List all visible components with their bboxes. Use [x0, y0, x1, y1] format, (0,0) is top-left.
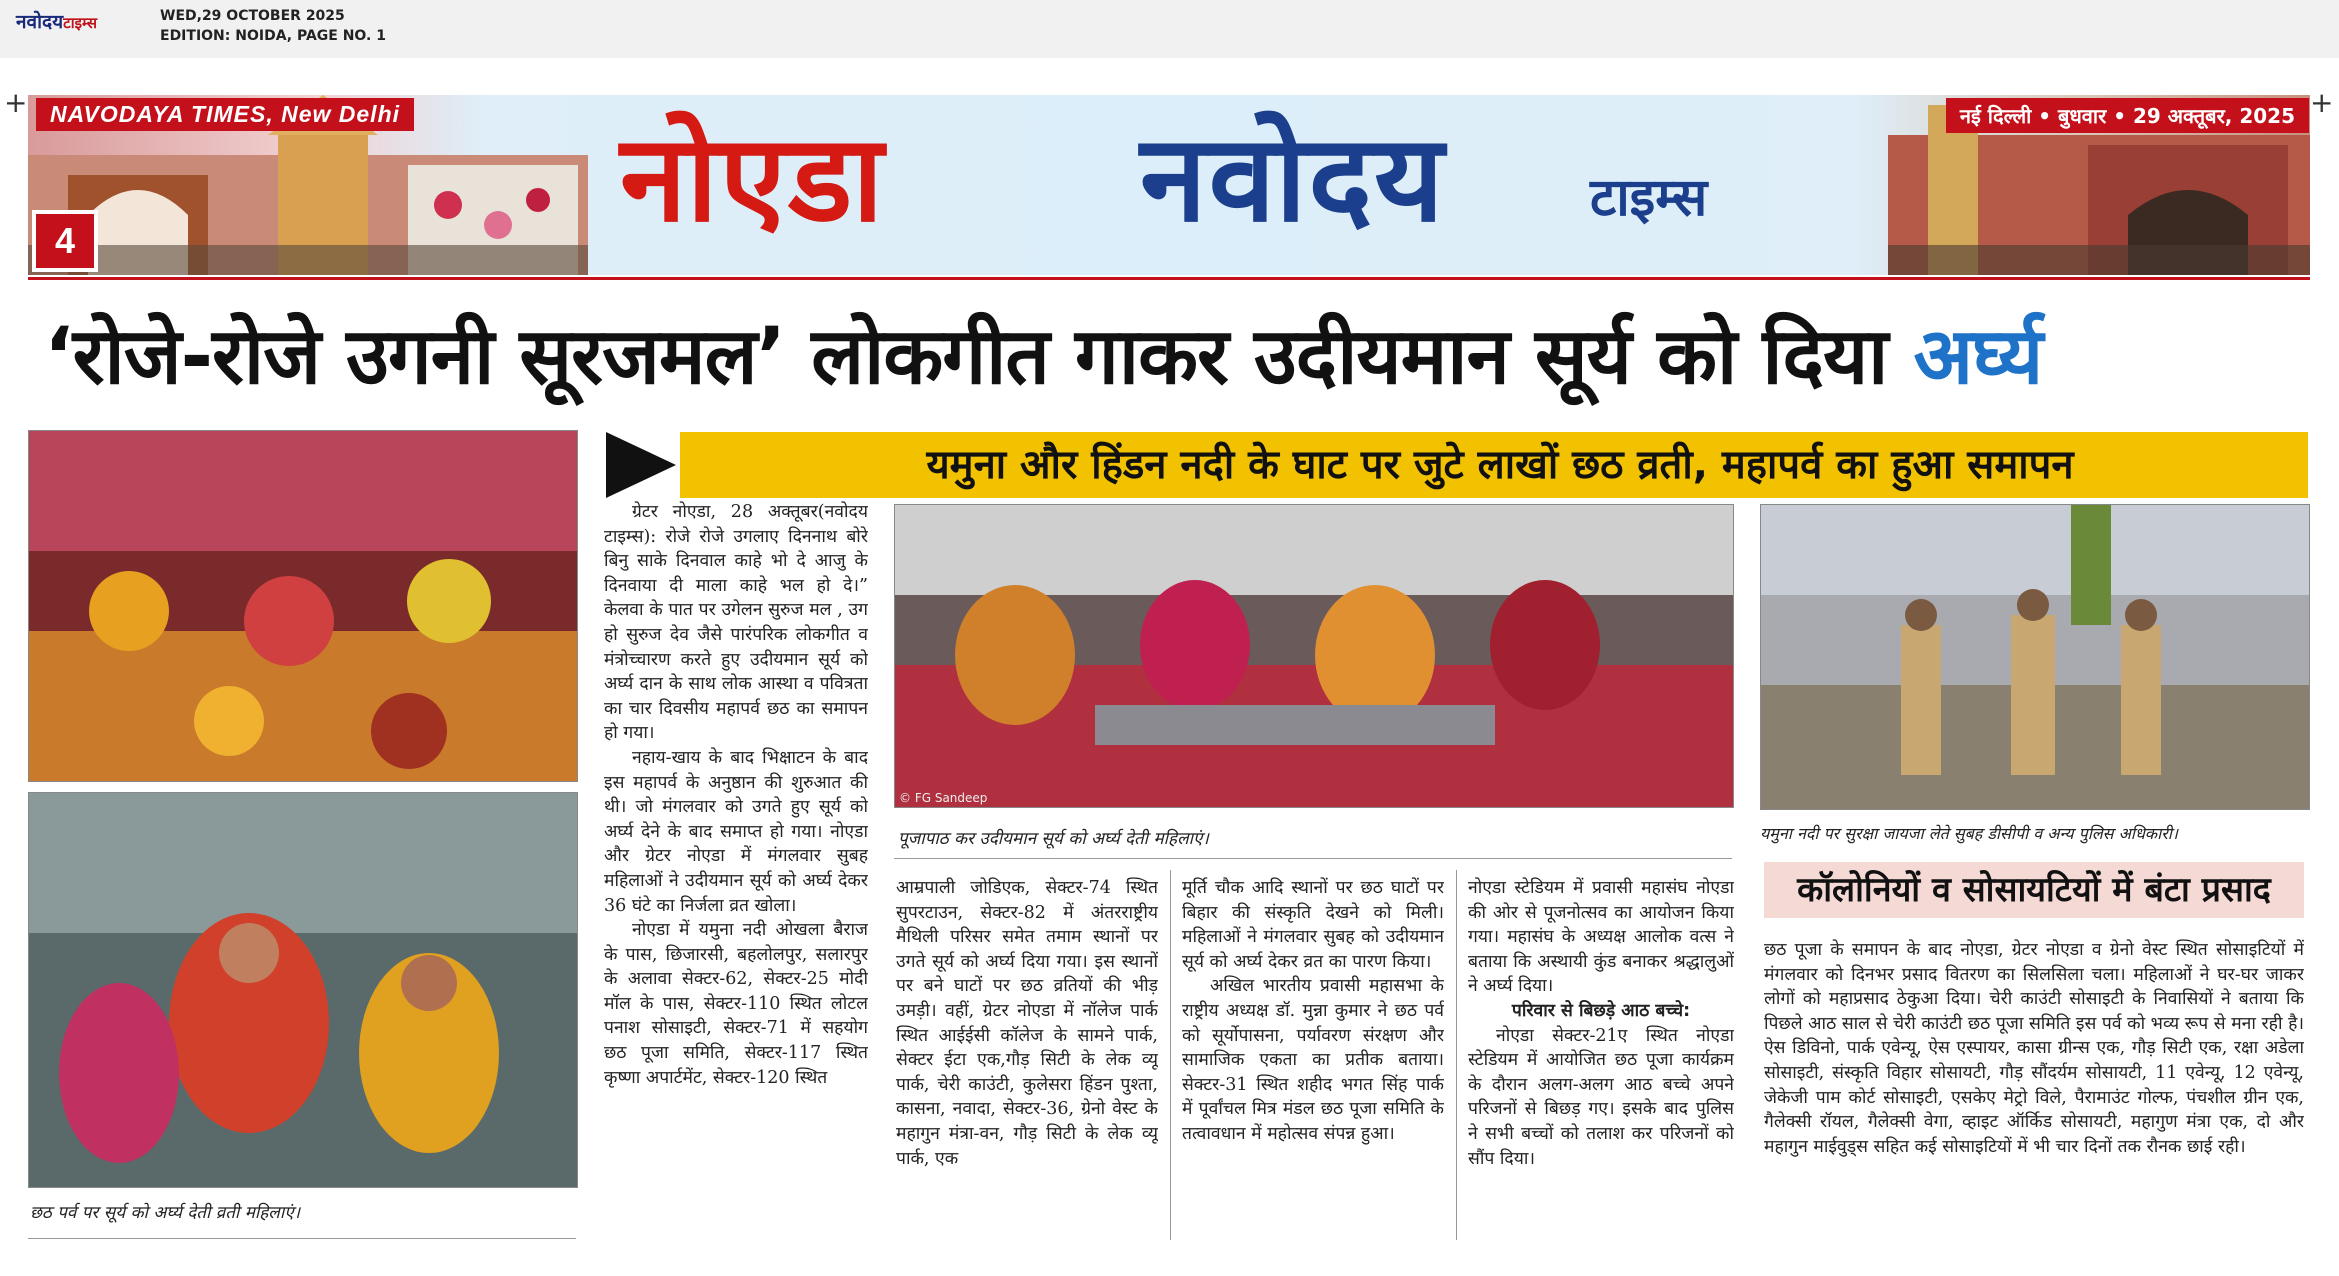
- col3-paragraph-2: अखिल भारतीय प्रवासी महासभा के राष्ट्रीय अध्यक्ष डॉ. मुन्ना कुमार ने छठ पर्व को सूर्योपासना, पर्यावरण संरक्षण और सामाजिक एकता का प्रतीक बताया। सेक्टर-31 स्थित शहीद भगत सिंह पार्क में पूर्वांचल मित्र मंडल छठ पूजा समिति के तत्वावधान में महोत्सव संपन्न हुआ।: [1182, 976, 1444, 1144]
- photo-left-bottom-image: [29, 793, 577, 1187]
- col4-paragraph-1: नोएडा स्टेडियम में प्रवासी महासंघ नोएडा की ओर से पूजनोत्सव का आयोजन किया गया। महासंघ के अध्यक्ष आलोक वत्स ने बताया कि अस्थायी कुंड बनाकर श्रद्धालुओं ने अर्घ्य दिया।: [1468, 878, 1734, 997]
- paper-date-label: नई दिल्ली • बुधवार • 29 अक्तूबर, 2025: [1946, 98, 2309, 133]
- col4-paragraph-2: नोएडा सेक्टर-21ए स्थित नोएडा स्टेडियम में आयोजित छठ पूजा कार्यक्रम के दौरान अलग-अलग आठ बच्चे अपने परिजनों से बिछड़ गए। इसके बाद पुलिस ने सभी बच्चों को तलाश कर परिजनों को सौंप दिया।: [1468, 1025, 1734, 1169]
- photo-police-right: [1760, 504, 2310, 810]
- column-divider-3: [1456, 870, 1457, 1240]
- crop-mark-right: +: [2310, 86, 2334, 119]
- side-story-paragraph: छठ पूजा के समापन के बाद नोएडा, ग्रेटर नोएडा व ग्रेनो वेस्ट स्थित सोसाइटियों में मंगलवार को दिनभर प्रसाद वितरण का सिलसिला चला। महिलाओं ने घर-घर जाकर लोगों को महाप्रसाद ठेकुआ दिया। चेरी काउंटी सोसाइटी के निवासियों ने बताया कि पिछले आठ साल से चेरी काउंटी छठ पूजा समिति इस पर्व को भव्य रूप से मना रही है। ऐस डिविनो, पार्क एवेन्यू, ऐस एस्पायर, कासा ग्रीन्स एक, गौड़ सिटी एक, रक्षा अडेला सोसाइटी, संस्कृति विहार सोसायटी, गौड़ सौंदर्यम सोसायटी, 11 एवेन्यू, 12 एवेन्यू, जेकेजी पाम कोर्ट सोसाइटी, एसकेए मेट्रो विले, पैरामाउंट गोल्फ, पंचशील ग्रीन एक, गैलेक्सी रॉयल, गैलेक्सी वेगा, व्हाइट ऑर्किड सोसायटी, महागुण मंत्रा एक, दो और महागुन माईवुड्स सहित कई सोसाइटियों में भी चार दिनों तक रौनक छाई रही।: [1764, 940, 2304, 1157]
- masthead-title-noida: नोएडा: [620, 110, 886, 249]
- paper-label: NAVODAYA TIMES, New Delhi: [36, 98, 414, 131]
- caption-right: यमुना नदी पर सुरक्षा जायजा लेते सुबह डीसीपी व अन्य पुलिस अधिकारी।: [1760, 824, 2178, 843]
- masthead-title-navodaya: नवोदय: [1140, 110, 1446, 249]
- rule-center: [894, 858, 1732, 859]
- col1-paragraph-3: नोएडा में यमुना नदी ओखला बैराज के पास, छिजारसी, बहलोलपुर, सलारपुर के अलावा सेक्टर-62, सेक्टर-25 मोदी मॉल के पास, सेक्टर-110 स्थित लोटल पनाश सोसाइटी, सेक्टर-71 में सहयोग छठ पूजा समिति, सेक्टर-117 स्थित कृष्णा अपार्टमेंट, सेक्टर-120 स्थित: [604, 920, 868, 1088]
- col3-paragraph-1: मूर्ति चौक आदि स्थानों पर छठ घाटों पर बिहार की संस्कृति देखने को मिली। महिलाओं ने मंगलवार सुबह को उदीयमान सूर्य को अर्घ्य देकर व्रत का पारण किया।: [1182, 878, 1444, 972]
- small-logo: [16, 8, 97, 34]
- subhead-text: यमुना और हिंडन नदी के घाट पर जुटे लाखों छठ व्रती, महापर्व का हुआ समापन: [926, 442, 2074, 488]
- article-column-1: [604, 500, 868, 1252]
- page-number-badge: 4: [32, 210, 98, 272]
- article-column-4: [1468, 876, 1734, 1252]
- photo-right-image: [1761, 505, 2309, 809]
- small-logo-main: नवोदय: [16, 11, 64, 33]
- photo-center-image: [895, 505, 1733, 807]
- caption-center: पूजापाठ कर उदीयमान सूर्य को अर्घ्य देती महिलाएं।: [898, 829, 1209, 849]
- masthead-title-times: टाइम्स: [1590, 168, 1708, 228]
- headline-highlight: अर्घ्य: [1913, 312, 2043, 402]
- photo-women-offering-left-top: [28, 430, 578, 782]
- small-logo-suffix: टाइम्स: [63, 14, 97, 32]
- col4-subhead-wrap: [1468, 999, 1734, 1024]
- rule-left-bottom: [28, 1238, 576, 1239]
- edition-date: WED,29 OCTOBER 2025: [160, 8, 345, 24]
- caption-left-bottom: छठ पर्व पर सूर्य को अर्घ्य देती व्रती महिलाएं।: [30, 1203, 301, 1223]
- side-story-body: [1764, 938, 2304, 1248]
- col1-paragraph-2: नहाय-खाय के बाद भिक्षाटन के बाद इस महापर्व के अनुष्ठान की शुरुआत की थी। जो मंगलवार को उगते हुए सूर्य को अर्घ्य देने के बाद समाप्त हो गया। नोएडा और ग्रेटर नोएडा में मंगलवार सुबह महिलाओं ने उदीयमान सूर्य को अर्घ्य देकर 36 घंटे का निर्जला व्रत खोला।: [604, 747, 868, 916]
- article-column-3: [1182, 876, 1444, 1252]
- subhead-arrow-shape: [606, 432, 676, 498]
- photo-women-offering-left-bottom: [28, 792, 578, 1188]
- article-column-2: [896, 876, 1158, 1252]
- photo-left-top-image: [29, 431, 577, 781]
- crop-mark-left: +: [4, 86, 28, 119]
- column-divider-2: [1170, 870, 1171, 1240]
- col2-paragraph: आम्रपाली जोडिएक, सेक्टर-74 स्थित सुपरटाउन, सेक्टर-82 में अंतरराष्ट्रीय मैथिली परिसर समेत तमाम स्थानों पर उगते सूर्य को अर्घ्य दिया गया। इस स्थानों पर बने घाटों पर छठ व्रतियों की भीड़ उमड़ी। वहीं, ग्रेटर नोएडा में नॉलेज पार्क स्थित आईईसी कॉलेज के सामने पार्क, सेक्टर ईटा एक,गौड़ सिटी के लेक व्यू पार्क, चेरी काउंटी, कुलेसरा हिंडन पुश्ता, कासना, नवादा, सेक्टर-36, ग्रेनो वेस्ट के महागुन मंत्रा-वन, गौड़ सिटी के लेक व्यू पार्क, एक: [896, 878, 1158, 1169]
- main-headline: [44, 300, 2042, 406]
- masthead-rule: [28, 277, 2310, 280]
- col4-subhead: परिवार से बिछड़े आठ बच्चे:: [1511, 1000, 1691, 1021]
- photo-women-offering-center: [894, 504, 1734, 808]
- photo-credit: © FG Sandeep: [899, 791, 988, 805]
- edition-page: EDITION: NOIDA, PAGE NO. 1: [160, 28, 386, 44]
- col1-paragraph-1: ग्रेटर नोएडा, 28 अक्तूबर(नवोदय टाइम्स): रोजे रोजे उगलाए दिननाथ बोरे बिनु साके दिनवाल काहे भो दे आजु के दिनवाया दी माला काहे भल हो दे।” केलवा के पात पर उगेलन सुरुज मल , उग हो सुरुज देव जैसे पारंपरिक लोकगीत व मंत्रोच्चारण करते हुए उदीयमान सूर्य को अर्घ्य दान के साथ लोक आस्था व पवित्रता का चार दिवसीय महापर्व छठ का समापन हो गया।: [604, 502, 868, 744]
- headline-text: ‘रोजे-रोजे उगनी सूरजमल’ लोकगीत गाकर उदीयमान सूर्य को दिया: [44, 312, 1888, 402]
- side-story-headline: कॉलोनियों व सोसायटियों में बंटा प्रसाद: [1797, 870, 2271, 910]
